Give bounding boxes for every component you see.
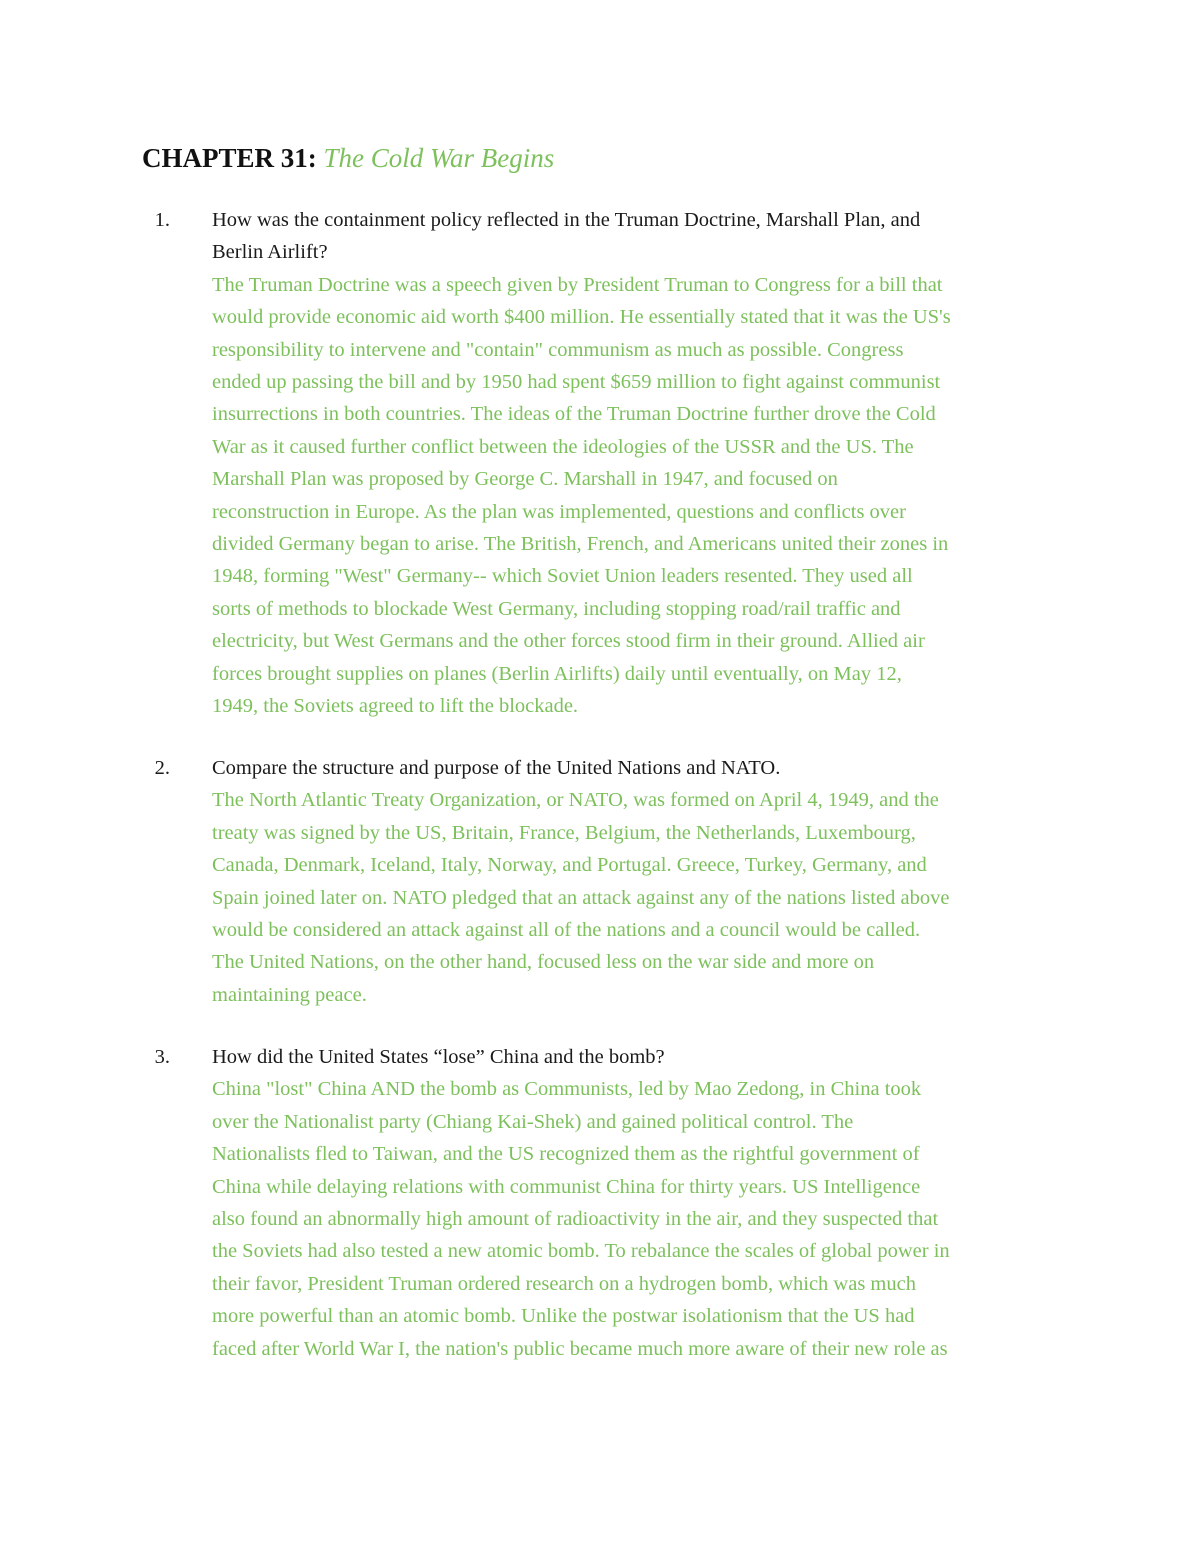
- answer-line: The Truman Doctrine was a speech given by President Truman to Congress for a bill that: [212, 273, 943, 296]
- question-text: [212, 1041, 1072, 1073]
- answer-line: War as it caused further conflict between the ideologies of the USSR and the US. The: [212, 435, 914, 458]
- answer-line: The North Atlantic Treaty Organization, or NATO, was formed on April 4, 1949, and the: [212, 789, 939, 812]
- answer-line: China "lost" China AND the bomb as Communists, led by Mao Zedong, in China took: [212, 1078, 922, 1101]
- answer-line: Canada, Denmark, Iceland, Italy, Norway, and Portugal. Greece, Turkey, Germany, and: [212, 854, 927, 877]
- answer-text: [212, 784, 1072, 1011]
- chapter-heading: [142, 140, 554, 176]
- question-body: [212, 204, 1072, 723]
- chapter-title: The Cold War Begins: [323, 143, 555, 173]
- answer-line: more powerful than an atomic bomb. Unlike the postwar isolationism that the US had: [212, 1305, 915, 1328]
- answer-text: [212, 1073, 1072, 1365]
- question-line: How did the United States “lose” China and the bomb?: [212, 1046, 665, 1068]
- question-line: How was the containment policy reflected in the Truman Doctrine, Marshall Plan, and: [212, 209, 921, 231]
- answer-line: reconstruction in Europe. As the plan was implemented, questions and conflicts over: [212, 500, 906, 523]
- answer-line: their favor, President Truman ordered research on a hydrogen bomb, which was much: [212, 1272, 916, 1295]
- answer-line: would provide economic aid worth $400 million. He essentially stated that it was the US's: [212, 306, 951, 329]
- question-text: [212, 752, 1072, 784]
- answer-line: The United Nations, on the other hand, focused less on the war side and more on: [212, 951, 875, 974]
- question-line: Berlin Airlift?: [212, 241, 328, 264]
- answer-line: responsibility to intervene and "contain" communism as much as possible. Congress: [212, 338, 904, 361]
- answer-line: would be considered an attack against all of the nations and a council would be called.: [212, 919, 921, 942]
- answer-line: forces brought supplies on planes (Berlin Airlifts) daily until eventually, on May 12,: [212, 662, 902, 685]
- answer-line: faced after World War I, the nation's public became much more aware of their new role as: [212, 1337, 948, 1360]
- question-text: [212, 204, 1072, 269]
- question-body: [212, 1041, 1072, 1365]
- answer-line: Nationalists fled to Taiwan, and the US recognized them as the rightful government of: [212, 1143, 920, 1166]
- answer-text: [212, 269, 1072, 723]
- answer-line: maintaining peace.: [212, 983, 367, 1006]
- answer-line: electricity, but West Germans and the other forces stood firm in their ground. Allied air: [212, 630, 925, 653]
- document-page: CHAPTER 31: The Cold War Begins 1. How was the containment policy reflected in the Truman Doctrine, Marshall Plan, and Berlin Airlift? The Truman Doctrine was a speech given by President Truman to Congress for a bill that would provide economic aid worth $400 million. He essentially stated that it was the US's responsibility to intervene and "contain" communism as much as possible. Congress ended up passing the bill and by 1950 had spent $659 million to fight against communist insurrections in both countries. The ideas of the Truman Doctrine further drove the Cold War as it caused further conflict between the ideologies of the USSR and the US. The Marshall Plan was proposed by George C. Marshall in 1947, and focused on reconstruction in Europe. As the plan was implemented, questions and conflicts over divided Germany began to arise. The British, French, and Americans united their zones in 1948, forming "West" Germany-- which Soviet Union leaders resented. They used all sorts of methods to blockade West Germany, including stopping road/rail traffic and electricity, but West Germans and the other forces stood firm in their ground. Allied air forces brought supplies on planes (Berlin Airlifts) daily until eventually, on May 12, 1949, the Soviets agreed to lift the blockade. 2. Compare the structure and purpose of the United Nations and NATO. The North Atlantic Treaty Organization, or NATO, was formed on April 4, 1949, and the treaty was signed by the US, Britain, France, Belgium, the Netherlands, Luxembourg, Canada, Denmark, Iceland, Italy, Norway, and Portugal. Greece, Turkey, Germany, and Spain joined later on. NATO pledged that an attack against any of the nations listed above would be considered an attack against all of the nations and a council would be called. The United Nations, on the other hand, focused less on the war side and more on maintaining peace. 3. How did the United States “lose” China and the bomb? China "lost" China AND the bomb as Communists, led by Mao Zedong, in China took over the Nationalist party (Chiang Kai-Shek) and gained political control. The Nationalists fled to Taiwan, and the US recognized them as the rightful government of China while delaying relations with communist China for thirty years. US Intelligence also found an abnormally high amount of radioactivity in the air, and they suspected that the Soviets had also tested a new atomic bomb. To rebalance the scales of global power in their favor, President Truman ordered research on a hydrogen bomb, which was much more powerful than an atomic bomb. Unlike the postwar isolationism that the US had faced after World War I, the nation's public became much more aware of their new role as: [0, 0, 1200, 1553]
- question-body: [212, 752, 1072, 1011]
- question-line: Compare the structure and purpose of the United Nations and NATO.: [212, 757, 781, 779]
- answer-line: treaty was signed by the US, Britain, France, Belgium, the Netherlands, Luxembourg,: [212, 821, 916, 844]
- answer-line: insurrections in both countries. The ideas of the Truman Doctrine further drove the Cold: [212, 403, 936, 426]
- answer-line: also found an abnormally high amount of radioactivity in the air, and they suspected that: [212, 1208, 939, 1231]
- answer-line: 1948, forming "West" Germany-- which Soviet Union leaders resented. They used all: [212, 565, 913, 588]
- answer-line: 1949, the Soviets agreed to lift the blockade.: [212, 695, 579, 718]
- answer-line: China while delaying relations with communist China for thirty years. US Intelligence: [212, 1175, 921, 1198]
- answer-line: ended up passing the bill and by 1950 had spent $659 million to fight against communist: [212, 371, 941, 394]
- answer-line: divided Germany began to arise. The British, French, and Americans united their zones in: [212, 533, 949, 556]
- answer-line: sorts of methods to blockade West Germany, including stopping road/rail traffic and: [212, 597, 901, 620]
- answer-line: the Soviets had also tested a new atomic bomb. To rebalance the scales of global power in: [212, 1240, 950, 1263]
- chapter-label: CHAPTER 31:: [142, 143, 317, 173]
- answer-line: Spain joined later on. NATO pledged that an attack against any of the nations listed above: [212, 886, 950, 909]
- answer-line: over the Nationalist party (Chiang Kai-Shek) and gained political control. The: [212, 1110, 854, 1133]
- answer-line: Marshall Plan was proposed by George C. Marshall in 1947, and focused on: [212, 468, 838, 491]
